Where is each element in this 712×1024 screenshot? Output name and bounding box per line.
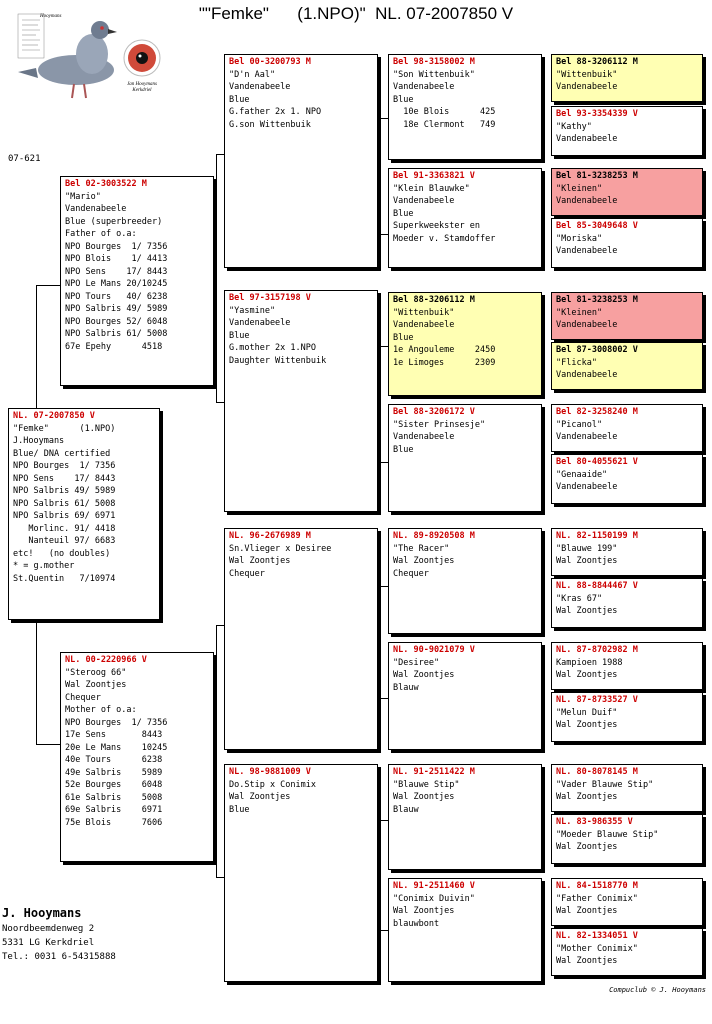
pedigree-card-g14: NL. 83-986355 V "Moeder Blauwe Stip" Wal Zoontjes bbox=[551, 814, 703, 864]
pedigree-card-g15: NL. 84-1518770 M "Father Conimix" Wal Zoontjes bbox=[551, 878, 703, 926]
ring-number: NL. 87-8702982 M bbox=[556, 645, 638, 655]
owner-city: 5331 LG Kerkdriel bbox=[2, 938, 95, 948]
pedigree-card-g2: Bel 93-3354339 V "Kathy" Vandenabeele bbox=[551, 106, 703, 156]
ring-number: Bel 88-3206112 M bbox=[556, 57, 638, 67]
ring-number: NL. 87-8733527 V bbox=[556, 695, 638, 705]
ring-number: NL. 98-9881009 V bbox=[229, 767, 311, 777]
ring-number: NL. 91-2511460 V bbox=[393, 881, 475, 891]
pedigree-card-ssd: Bel 91-3363821 V "Klein Blauwke" Vandenabeele Blue Superkweekster en Moeder v. Stamdoffer bbox=[388, 168, 542, 268]
ring-number: NL. 00-2220966 V bbox=[65, 655, 147, 665]
pedigree-card-dam: NL. 00-2220966 V "Steroog 66" Wal Zoontjes Chequer Mother of o.a: NPO Bourges 1/ 7356 17e Sens 8443 20e Le Mans 10245 40e Tours 6238 49e Salbris 5989 52e Bourges 6048 61e Salbris 5008 69e Salbris 6971 75e Blois 7606 bbox=[60, 652, 214, 862]
ring-number: Bel 98-3158002 M bbox=[393, 57, 475, 67]
ring-number: Bel 88-3206172 V bbox=[393, 407, 475, 417]
pedigree-card-g3: Bel 81-3238253 M "Kleinen" Vandenabeele bbox=[551, 168, 703, 216]
pigeon-logo bbox=[14, 12, 174, 111]
owner-name: J. Hooymans bbox=[2, 906, 82, 920]
ring-number: NL. 91-2511422 M bbox=[393, 767, 475, 777]
ring-number: NL. 83-986355 V bbox=[556, 817, 633, 827]
pedigree-card-g13: NL. 80-8078145 M "Vader Blauwe Stip" Wal Zoontjes bbox=[551, 764, 703, 812]
pedigree-card-dds: NL. 91-2511422 M "Blauwe Stip" Wal Zoontjes Blauw bbox=[388, 764, 542, 870]
pedigree-card-sdd: Bel 88-3206172 V "Sister Prinsesje" Vandenabeele Blue bbox=[388, 404, 542, 512]
logo-text-bottom: Jan Hooymans Kerkdriel bbox=[127, 82, 157, 93]
owner-info bbox=[2, 904, 116, 964]
pedigree-code: 07-621 bbox=[8, 154, 41, 164]
pedigree-card-g7: Bel 82-3258240 M "Picanol" Vandenabeele bbox=[551, 404, 703, 452]
pedigree-card-ddd: NL. 91-2511460 V "Conimix Duivin" Wal Zoontjes blauwbont bbox=[388, 878, 542, 982]
ring-number: Bel 81-3238253 M bbox=[556, 171, 638, 181]
pedigree-card-g8: Bel 80-4055621 V "Genaaide" Vandenabeele bbox=[551, 454, 703, 504]
ring-number: Bel 80-4055621 V bbox=[556, 457, 638, 467]
ring-number: NL. 07-2007850 V bbox=[13, 411, 95, 421]
pedigree-card-sss: Bel 98-3158002 M "Son Wittenbuik" Vandenabeele Blue 10e Blois 425 18e Clermont 749 bbox=[388, 54, 542, 160]
pedigree-card-g12: NL. 87-8733527 V "Melun Duif" Wal Zoontjes bbox=[551, 692, 703, 742]
ring-number: Bel 97-3157198 V bbox=[229, 293, 311, 303]
ring-number: Bel 85-3049648 V bbox=[556, 221, 638, 231]
footer-credit: Compuclub © J. Hooymans bbox=[609, 986, 706, 994]
pedigree-card-sd: Bel 97-3157198 V "Yasmine" Vandenabeele Blue G.mother 2x 1.NPO Daughter Wittenbuik bbox=[224, 290, 378, 512]
ring-number: Bel 91-3363821 V bbox=[393, 171, 475, 181]
pedigree-card-g16: NL. 82-1334051 V "Mother Conimix" Wal Zoontjes bbox=[551, 928, 703, 976]
pedigree-card-sds: Bel 88-3206112 M "Wittenbuik" Vandenabeele Blue 1e Angouleme 2450 1e Limoges 2309 bbox=[388, 292, 542, 396]
pedigree-card-sire: Bel 02-3003522 M "Mario" Vandenabeele Blue (superbreeder) Father of o.a: NPO Bourges 1/ 7356 NPO Blois 1/ 4413 NPO Sens 17/ 8443 NPO Le Mans 20/10245 NPO Tours 40/ 6238 NPO Salbris 49/ 5989 NPO Bourges 52/ 6048 NPO Salbris 61/ 5008 67e Epehy 4518 bbox=[60, 176, 214, 386]
owner-phone: Tel.: 0031 6-54315888 bbox=[2, 952, 116, 962]
pedigree-card-subject: NL. 07-2007850 V "Femke" (1.NPO) J.Hooymans Blue/ DNA certified NPO Bourges 1/ 7356 NPO Sens 17/ 8443 NPO Salbris 49/ 5989 NPO Salbris 61/ 5008 NPO Salbris 69/ 6971 Morlinc. 91/ 4418 Nanteuil 97/ 6683 etc! (no doubles) * = g.mother St.Quentin 7/10974 bbox=[8, 408, 160, 620]
pedigree-card-g5: Bel 81-3238253 M "Kleinen" Vandenabeele bbox=[551, 292, 703, 340]
pedigree-card-g9: NL. 82-1150199 M "Blauwe 199" Wal Zoontjes bbox=[551, 528, 703, 576]
ring-number: NL. 82-1150199 M bbox=[556, 531, 638, 541]
owner-address: Noordbeemdenweg 2 bbox=[2, 924, 95, 934]
ring-number: NL. 84-1518770 M bbox=[556, 881, 638, 891]
pedigree-card-g10: NL. 88-8844467 V "Kras 67" Wal Zoontjes bbox=[551, 578, 703, 628]
pedigree-card-ds: NL. 96-2676989 M Sn.Vlieger x Desiree Wal Zoontjes Chequer bbox=[224, 528, 378, 750]
ring-number: NL. 90-9021079 V bbox=[393, 645, 475, 655]
ring-number: NL. 88-8844467 V bbox=[556, 581, 638, 591]
ring-number: Bel 02-3003522 M bbox=[65, 179, 147, 189]
pedigree-card-ss: Bel 00-3200793 M "D'n Aal" Vandenabeele Blue G.father 2x 1. NPO G.son Wittenbuik bbox=[224, 54, 378, 268]
pedigree-card-g6: Bel 87-3008002 V "Flicka" Vandenabeele bbox=[551, 342, 703, 390]
ring-number: NL. 80-8078145 M bbox=[556, 767, 638, 777]
logo-text-top: Hooymans bbox=[40, 14, 62, 19]
ring-number: NL. 89-8920508 M bbox=[393, 531, 475, 541]
ring-number: Bel 81-3238253 M bbox=[556, 295, 638, 305]
pedigree-card-dd: NL. 98-9881009 V Do.Stip x Conimix Wal Zoontjes Blue bbox=[224, 764, 378, 982]
pedigree-card-dsd: NL. 90-9021079 V "Desiree" Wal Zoontjes Blauw bbox=[388, 642, 542, 750]
ring-number: Bel 00-3200793 M bbox=[229, 57, 311, 67]
ring-number: Bel 88-3206112 M bbox=[393, 295, 475, 305]
pedigree-title: ""Femke" (1.NPO)" NL. 07-2007850 V bbox=[198, 4, 514, 23]
ring-number: Bel 93-3354339 V bbox=[556, 109, 638, 119]
pedigree-card-g1: Bel 88-3206112 M "Wittenbuik" Vandenabeele bbox=[551, 54, 703, 102]
ring-number: NL. 82-1334051 V bbox=[556, 931, 638, 941]
pedigree-card-g11: NL. 87-8702982 M Kampioen 1988 Wal Zoontjes bbox=[551, 642, 703, 690]
pedigree-card-g4: Bel 85-3049648 V "Moriska" Vandenabeele bbox=[551, 218, 703, 268]
ring-number: Bel 82-3258240 M bbox=[556, 407, 638, 417]
ring-number: Bel 87-3008002 V bbox=[556, 345, 638, 355]
ring-number: NL. 96-2676989 M bbox=[229, 531, 311, 541]
pedigree-card-dss: NL. 89-8920508 M "The Racer" Wal Zoontjes Chequer bbox=[388, 528, 542, 634]
